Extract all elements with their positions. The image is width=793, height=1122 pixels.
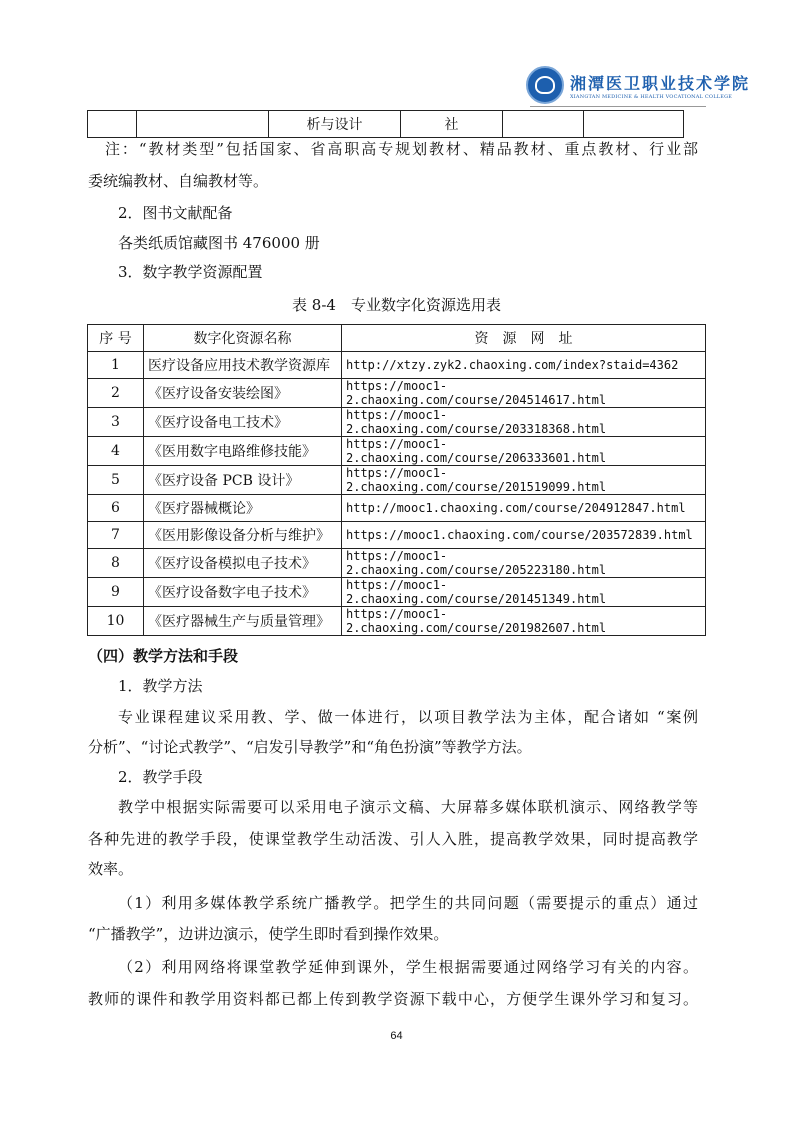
resource-name: 《医疗设备模拟电子技术》: [144, 549, 342, 578]
row-number: 4: [88, 437, 144, 466]
row-number: 1: [88, 352, 144, 379]
table-row: [88, 522, 706, 549]
heading-digital: 3．数字教学资源配置: [118, 263, 263, 281]
header-rule: [530, 106, 706, 107]
means-text: 教学中根据实际需要可以采用电子演示文稿、大屏幕多媒体联机演示、网络教学等: [118, 798, 698, 816]
heading-books: 2．图书文献配备: [118, 204, 233, 222]
resource-url[interactable]: http://mooc1.chaoxing.com/course/204912847.html: [342, 495, 706, 522]
row-number: 5: [88, 466, 144, 495]
table-row: [88, 578, 706, 607]
college-seal-icon: [526, 66, 564, 104]
resource-url[interactable]: https://mooc1-2.chaoxing.com/course/206333601.html: [342, 437, 706, 466]
row-number: 10: [88, 607, 144, 636]
logo-cn: 湘潭医卫职业技术学院: [570, 73, 751, 93]
resource-url[interactable]: https://mooc1.chaoxing.com/course/203572839.html: [342, 522, 706, 549]
table-row: [88, 607, 706, 636]
books-text: 各类纸质馆藏图书 476000 册: [118, 234, 320, 252]
table-row: [88, 111, 684, 138]
col-header: 序 号: [88, 325, 144, 352]
resource-url[interactable]: https://mooc1-2.chaoxing.com/course/203318368.html: [342, 408, 706, 437]
resource-name: 《医疗设备 PCB 设计》: [144, 466, 342, 495]
resource-url[interactable]: http://xtzy.zyk2.chaoxing.com/index?staid=4362: [342, 352, 706, 379]
table-caption: 表 8-4 专业数字化资源选用表: [292, 296, 501, 314]
table-cell: [137, 111, 269, 138]
resource-name: 《医用数字电路维修技能》: [144, 437, 342, 466]
section-heading: （四）教学方法和手段: [88, 647, 239, 665]
row-number: 6: [88, 495, 144, 522]
table-row: [88, 379, 706, 408]
logo-en: XIANGTAN MEDICINE & HEALTH VOCATIONAL COLLEGE: [570, 93, 733, 100]
col-header: 资 源 网 址: [342, 325, 706, 352]
resource-name: 医疗设备应用技术教学资源库: [144, 352, 342, 379]
paragraph-1: （1）利用多媒体教学系统广播教学。把学生的共同问题（需要提示的重点）通过: [118, 894, 698, 912]
method-text: 专业课程建议采用教、学、做一体进行，以项目教学法为主体，配合诸如 “案例: [118, 708, 698, 726]
col-header: 数字化资源名称: [144, 325, 342, 352]
college-logo: [526, 66, 750, 104]
resource-url[interactable]: https://mooc1-2.chaoxing.com/course/201519099.html: [342, 466, 706, 495]
table-row: [88, 352, 706, 379]
heading-means: 2．教学手段: [118, 768, 203, 786]
table-cell: [88, 111, 137, 138]
resource-url[interactable]: https://mooc1-2.chaoxing.com/course/205223180.html: [342, 549, 706, 578]
continued-table: [87, 110, 684, 138]
resource-name: 《医用影像设备分析与维护》: [144, 522, 342, 549]
table-row: [88, 466, 706, 495]
resource-url[interactable]: https://mooc1-2.chaoxing.com/course/201451349.html: [342, 578, 706, 607]
paragraph-2: （2）利用网络将课堂教学延伸到课外，学生根据需要通过网络学习有关的内容。: [118, 958, 698, 976]
table-cell: 社: [401, 111, 503, 138]
paragraph-2: 教师的课件和教学用资料都已都上传到教学资源下载中心，方便学生课外学习和复习。: [88, 990, 698, 1008]
table-cell: [503, 111, 584, 138]
resource-name: 《医疗设备安装绘图》: [144, 379, 342, 408]
row-number: 8: [88, 549, 144, 578]
note-line: 委统编教材、自编教材等。: [88, 172, 269, 190]
resource-name: 《医疗设备数字电子技术》: [144, 578, 342, 607]
digital-resource-table: [87, 324, 706, 636]
table-row: [88, 495, 706, 522]
table-header-row: [88, 325, 706, 352]
method-text: 分析”、“讨论式教学”、“启发引导教学”和“角色扮演”等教学方法。: [88, 738, 532, 756]
row-number: 3: [88, 408, 144, 437]
page-number: 64: [390, 1030, 403, 1042]
means-text: 各种先进的教学手段，使课堂教学生动活泼、引人入胜，提高教学效果，同时提高教学: [88, 830, 698, 848]
resource-name: 《医疗器械生产与质量管理》: [144, 607, 342, 636]
resource-url[interactable]: https://mooc1-2.chaoxing.com/course/201982607.html: [342, 607, 706, 636]
table-row: [88, 437, 706, 466]
row-number: 2: [88, 379, 144, 408]
note-line: 注：“教材类型”包括国家、省高职高专规划教材、精品教材、重点教材、行业部: [105, 140, 698, 158]
heading-method: 1．教学方法: [118, 677, 203, 695]
resource-name: 《医疗器械概论》: [144, 495, 342, 522]
means-text: 效率。: [88, 860, 134, 878]
row-number: 7: [88, 522, 144, 549]
table-cell: 析与设计: [269, 111, 401, 138]
row-number: 9: [88, 578, 144, 607]
paragraph-1: “广播教学”，边讲边演示，使学生即时看到操作效果。: [88, 925, 449, 943]
table-row: [88, 549, 706, 578]
resource-url[interactable]: https://mooc1-2.chaoxing.com/course/204514617.html: [342, 379, 706, 408]
table-cell: [584, 111, 684, 138]
table-row: [88, 408, 706, 437]
resource-name: 《医疗设备电工技术》: [144, 408, 342, 437]
